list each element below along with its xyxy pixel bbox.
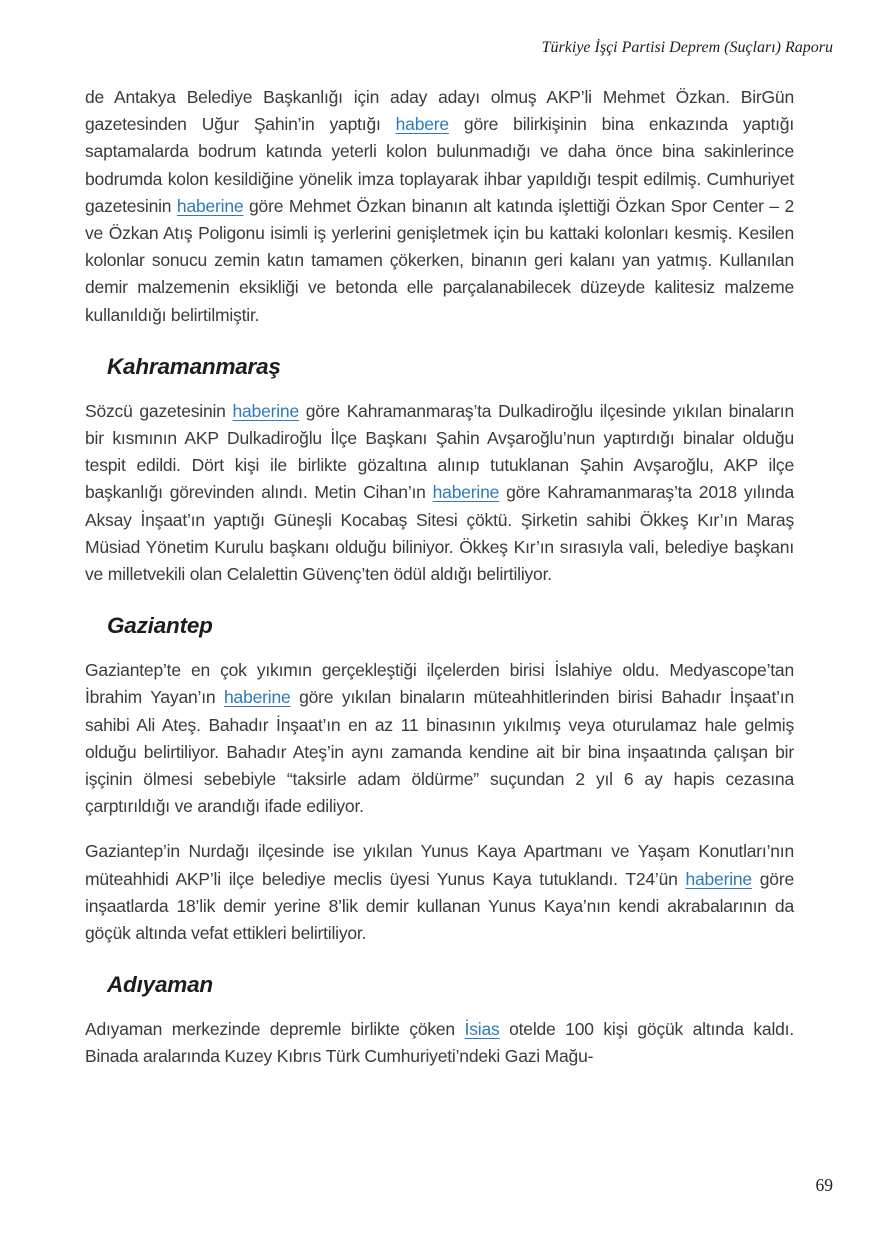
report-title: Türkiye İşçi Partisi Deprem (Suçları) Raporu: [541, 39, 833, 56]
body-paragraph: [85, 657, 794, 820]
body-paragraph: [85, 838, 794, 947]
link-habere[interactable]: habere: [395, 114, 449, 135]
body-paragraph: [85, 1016, 794, 1070]
link-haberine[interactable]: haberine: [224, 687, 291, 708]
paragraph-text: göre inşaatlarda 18’lik demir yerine 8’lik demir kullanan Yunus Kaya’nın kendi akrabalarının da göçük altında vefat ettikleri belirtiliyor.: [85, 868, 794, 944]
paragraph-text: Adıyaman merkezinde depremle birlikte çöken: [85, 1019, 465, 1040]
paragraph-text: göre bilirkişinin bina enkazında yaptığı saptamalarda bodrum katında yeterli kolon bulunmadığı ve daha önce bina sakinlerince bodrumda kolon kesildiğine yönelik imza toplayarak ihbar yapıldığı tespit edilmiş. Cumhuriyet gazetesinin: [85, 114, 794, 216]
body-paragraph: [85, 398, 794, 588]
paragraph-text: Gaziantep’in Nurdağı ilçesinde ise yıkılan Yunus Kaya Apartmanı ve Yaşam Konutları’nın müteahhidi AKP’li ilçe belediye meclis üyesi Yunus Kaya tutuklandı. T24’ün: [85, 841, 794, 889]
paragraph-text: göre Mehmet Özkan binanın alt katında işlettiği Özkan Spor Center – 2 ve Özkan Atış Poligonu isimli iş yerlerini genişletmek için bu kattaki kolonları kesmiş. Kesilen kolonlar sonucu zemin katın tamamen çökerken, binanın geri kalanı yan yatmış. Kullanılan demir malzemenin eksikliği ve betonda elle parçalanabilecek düzeyde kalitesiz malzeme kullanıldığı belirtilmiştir.: [85, 195, 794, 325]
link-haberine[interactable]: haberine: [232, 400, 299, 421]
paragraph-text: göre yıkılan binaların müteahhitlerinden birisi Bahadır İnşaat’ın sahibi Ali Ateş. Bahadır İnşaat’ın en az 11 binasının yıkılmış veya oturulamaz hale gelmiş olduğu belirtiliyor. Bahadır Ateş’in aynı zamanda kendine ait bir bina inşaatında çalışan bir işçinin ölmesi sebebiyle “taksirle adam öldürme” suçundan 2 yıl 6 ay hapis cezasına çarptırıldığı ve arandığı ifade ediliyor.: [85, 687, 795, 817]
section-heading-adiyaman: Adıyaman: [107, 972, 213, 998]
paragraph-text: de Antakya Belediye Başkanlığı için aday adayı olmuş AKP’li Mehmet Özkan. BirGün gazetesinden Uğur Şahin’in yaptığı: [85, 87, 794, 135]
paragraph-text: Sözcü gazetesinin: [85, 400, 233, 421]
paragraph-text: göre Kahramanmaraş’ta 2018 yılında Aksay İnşaat’ın yaptığı Güneşli Kocabaş Sitesi çöktü. Şirketin sahibi Ökkeş Kır’ın Maraş Müsiad Yönetim Kurulu başkanı olduğu biliniyor. Ökkeş Kır’ın sırasıyla vali, belediye başkanı ve milletvekili olan Celalettin Güvenç’ten ödül aldığı belirtiliyor.: [85, 482, 794, 585]
paragraph-text: Gaziantep’te en çok yıkımın gerçekleştiği ilçelerden birisi İslahiye oldu. Medyascope’tan İbrahim Yayan’ın: [85, 660, 794, 708]
paragraph-text: otelde 100 kişi göçük altında kaldı. Binada aralarında Kuzey Kıbrıs Türk Cumhuriyeti’ndeki Gazi Mağu-: [85, 1019, 794, 1067]
section-heading-gaziantep: Gaziantep: [107, 613, 213, 639]
link-isias[interactable]: İsias: [464, 1019, 500, 1040]
section-heading-kahramanmaras: Kahramanmaraş: [107, 353, 281, 379]
link-haberine[interactable]: haberine: [432, 482, 500, 503]
link-haberine[interactable]: haberine: [176, 195, 244, 216]
body-paragraph: [85, 84, 794, 329]
paragraph-text: göre Kahramanmaraş’ta Dulkadiroğlu ilçesinde yıkılan binaların bir kısmının AKP Dulkadiroğlu İlçe Başkanı Şahin Avşaroğlu’nun yaptırdığı binalar olduğu tespit edildi. Dört kişi ile birlikte gözaltına alınıp tutuklanan Şahin Avşaroğlu, AKP ilçe başkanlığı görevinden alındı. Metin Cihan’ın: [85, 400, 794, 503]
link-haberine[interactable]: haberine: [685, 868, 752, 889]
page-number: 69: [815, 1175, 833, 1195]
page-content: [85, 84, 794, 1089]
